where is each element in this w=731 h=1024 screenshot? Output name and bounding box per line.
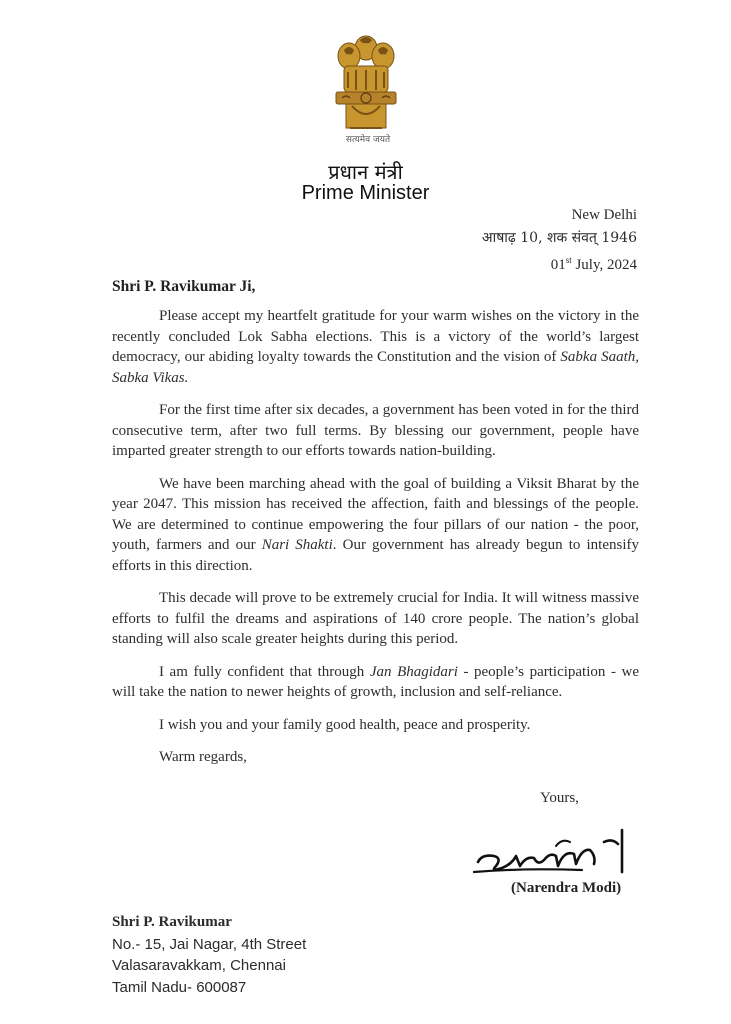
paragraph-6: I wish you and your family good health, peace and prosperity. [159,716,531,733]
place: New Delhi [571,207,637,223]
paragraph-5 [112,662,639,703]
date-block [482,204,637,277]
paragraph-4: This decade will prove to be extremely crucial for India. It will witness massive efforts to fulfil the dreams and aspirations of 140 crore people. The nation’s global standing will also scale greater heights during this period. [112,590,639,647]
address-line-3: Tamil Nadu- 600087 [112,978,247,996]
national-emblem-icon [330,32,402,132]
address-line-2: Valasaravakkam, Chennai [112,957,286,974]
salutation: Shri P. Ravikumar Ji, [112,278,256,295]
p3-text-after: . Our government has already begun to intensify efforts in this direction. [112,537,639,574]
paragraph-2: For the first time after six decades, a government has been voted in for the third consecutive term, after two full terms. By blessing our government, people have imparted greater strength to our efforts towards nation-building. [112,402,639,459]
p5-italic: Jan Bhagidari [369,663,458,680]
signatory-name: (Narendra Modi) [511,880,622,896]
recipient-name: Shri P. Ravikumar [112,914,232,930]
paragraph-3 [112,474,639,577]
address-line-1: No.- 15, Jai Nagar, 4th Street [112,935,307,953]
date-suffix: st [565,255,572,265]
paragraph-7: Warm regards, [159,749,247,765]
p3-text: We have been marching ahead with the goal of building a Viksit Bharat by the year 2047. This mission has received the affection, faith and blessings of the people. We are determined to continue empowering the four pillars of our nation - the poor, youth, farmers and our [112,475,639,553]
recipient-address [112,912,306,998]
hindi-date: आषाढ़ 10, शक संवत् 1946 [481,229,637,246]
p5-text-after: - people’s participation - we will take the nation to newer heights of growth, inclusion and self-reliance. [112,663,639,700]
signature-icon [472,820,642,882]
p1-italic: Sabka Saath, Sabka Vikas. [112,349,639,386]
english-date [482,249,637,277]
office-title-english: Prime Minister [301,182,430,204]
p5-text: I am fully confident that through [159,663,370,680]
p3-italic: Nari Shakti [261,537,333,553]
p1-text: Please accept my heartfelt gratitude for your warm wishes on the victory in the recently concluded Lok Sabha elections. This is a victory of the world’s largest democracy, our abiding loyalty towards the Constitution and the vision of [112,308,639,365]
office-title-hindi: प्रधान मंत्री [328,160,403,184]
letter-body [112,306,639,780]
emblem-motto: सत्यमेव जयते [345,135,391,145]
paragraph-1 [112,306,639,388]
closing-yours: Yours, [540,790,579,806]
date-month-year: July, 2024 [571,257,637,273]
date-day: 01 [550,257,566,273]
